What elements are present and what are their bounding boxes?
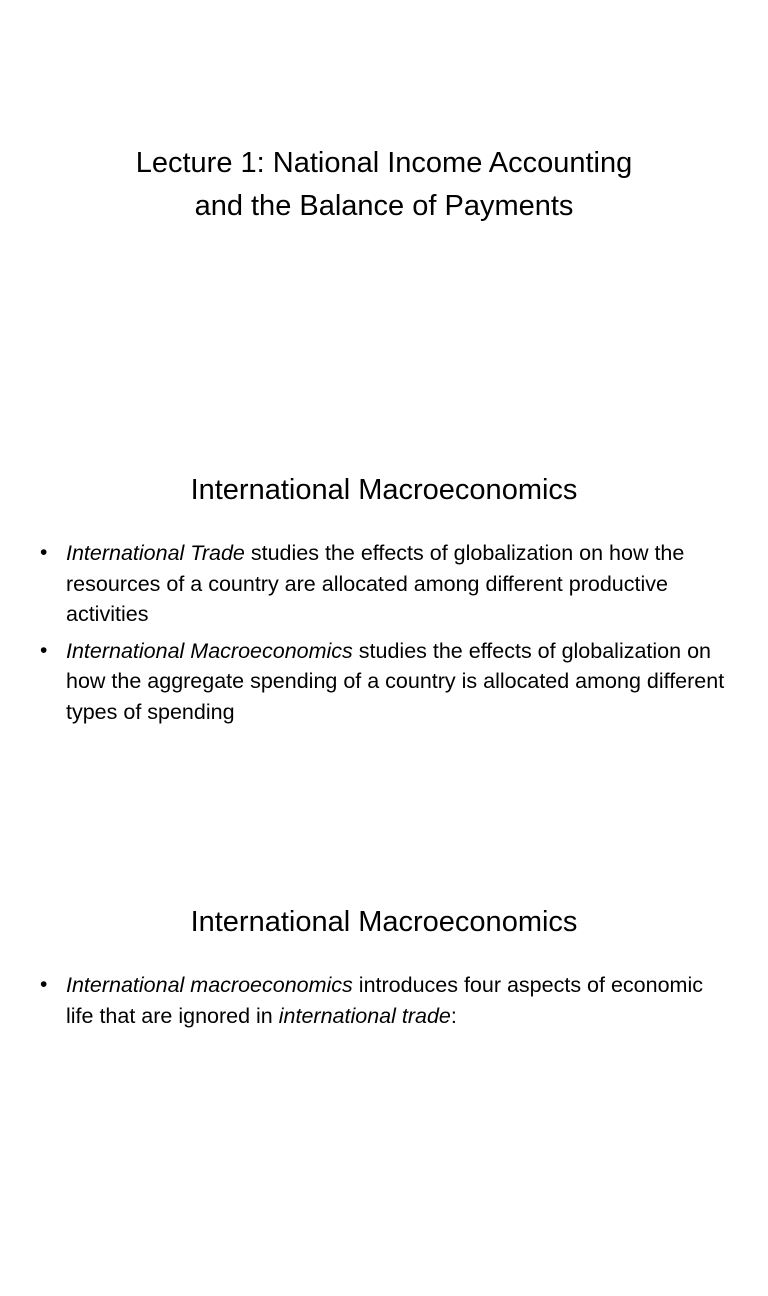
bullet-marker: • [40, 973, 48, 996]
slide-heading: International Macroeconomics [190, 474, 578, 506]
bullet-emphasis: International macroeconomics [66, 973, 353, 997]
slide-international-macroeconomics-1 [0, 432, 768, 864]
bullet-text-2: : [450, 1003, 457, 1028]
bullet-text: studies the effects of globalization on how the resources of a country are allocated among different productive activities [66, 541, 685, 626]
bullet-emphasis: International Trade [66, 541, 245, 565]
bullet-list [40, 970, 730, 1037]
slide-title [0, 0, 768, 432]
bullet-emphasis: International Macroeconomics [66, 638, 353, 663]
lecture-title-line-2: and the Balance of Payments [194, 190, 574, 222]
bullet-list [40, 538, 730, 733]
bullet-text: studies the effects of globalization on how the aggregate spending of a country is allocated among different types of spending [66, 638, 725, 724]
slide-international-macroeconomics-2 [0, 864, 768, 1296]
bullet-item [40, 538, 730, 630]
bullet-text: introduces four aspects of economic life that are ignored in [66, 973, 703, 1028]
bullet-item [40, 970, 730, 1031]
bullet-marker: • [40, 541, 48, 564]
lecture-title [0, 142, 768, 228]
bullet-item [40, 636, 730, 728]
bullet-emphasis-2: international trade [278, 1003, 451, 1028]
lecture-title-line-1: Lecture 1: National Income Accounting [135, 147, 633, 179]
slide-heading: International Macroeconomics [190, 906, 578, 938]
bullet-marker: • [40, 638, 48, 662]
